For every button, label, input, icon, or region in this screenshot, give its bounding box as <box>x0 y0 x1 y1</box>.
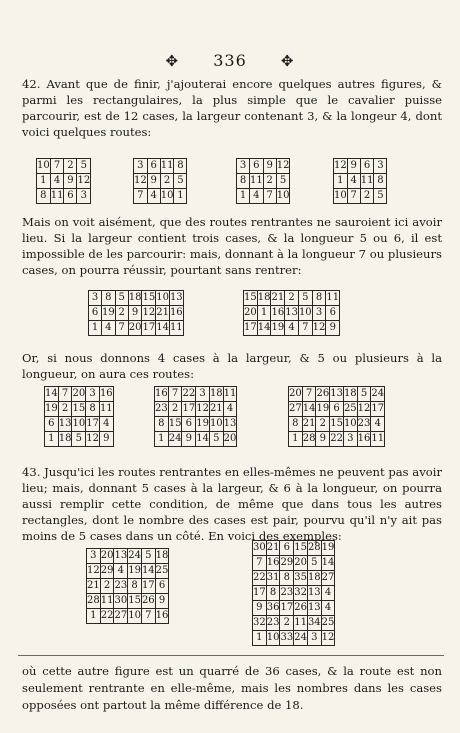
grid-cell: 6 <box>326 306 340 321</box>
grid-row <box>155 432 237 447</box>
grid-cell: 11 <box>160 159 174 174</box>
grid-cell: 11 <box>326 291 340 306</box>
grid-cell: 12 <box>142 306 156 321</box>
grid-cell: 16 <box>357 432 371 447</box>
grid-cell: 18 <box>307 571 321 586</box>
grid-cell: 6 <box>330 402 344 417</box>
grid-cell: 27 <box>114 609 128 624</box>
grid-cell: 14 <box>196 432 210 447</box>
grid-cell: 8 <box>102 291 116 306</box>
grid-cell: 2 <box>280 616 294 631</box>
grid-cell: 27 <box>321 571 335 586</box>
grid-cell: 10 <box>334 189 348 204</box>
grid-cell: 9 <box>316 432 330 447</box>
grid-cell: 7 <box>302 387 316 402</box>
grid-cell: 13 <box>58 417 72 432</box>
grid-cell: 3 <box>86 387 100 402</box>
grid-cell: 17 <box>182 402 196 417</box>
grid-cell: 9 <box>347 159 360 174</box>
grid-cell: 6 <box>280 541 294 556</box>
grid-cell: 30 <box>114 594 128 609</box>
grid-row <box>87 579 169 594</box>
grid-cell: 25 <box>155 564 169 579</box>
grid-cell: 5 <box>174 174 187 189</box>
grid-cell: 20 <box>128 321 142 336</box>
grid-row <box>244 291 340 306</box>
grid-row <box>87 594 169 609</box>
grid-cell: 12 <box>321 631 335 646</box>
grid-cell: 19 <box>128 564 142 579</box>
grid-cell: 4 <box>99 417 113 432</box>
grid-cell: 19 <box>321 541 335 556</box>
grid-cell: 10 <box>156 291 170 306</box>
grid-cell: 13 <box>169 291 183 306</box>
grid-3x7-1 <box>88 290 184 336</box>
grid-4x6 <box>154 386 237 447</box>
grid-cell: 6 <box>182 417 196 432</box>
grid-cell: 20 <box>244 306 258 321</box>
grid-cell: 24 <box>128 549 142 564</box>
grid-cell: 11 <box>250 174 264 189</box>
grid-cell: 10 <box>72 417 86 432</box>
grid-cell: 16 <box>99 387 113 402</box>
grid-cell: 6 <box>64 189 77 204</box>
grid-cell: 23 <box>114 579 128 594</box>
grid-cell: 1 <box>155 432 169 447</box>
grid-row <box>45 387 114 402</box>
grid-4x7 <box>288 386 385 447</box>
grid-cell: 11 <box>371 432 385 447</box>
grid-cell: 7 <box>263 189 276 204</box>
grid-cell: 20 <box>100 549 114 564</box>
grid-cell: 9 <box>155 594 169 609</box>
grid-cell: 17 <box>280 601 294 616</box>
grid-cell: 12 <box>276 159 290 174</box>
grid-row <box>87 564 169 579</box>
grid-cell: 25 <box>343 402 357 417</box>
grid-cell: 30 <box>253 541 267 556</box>
grid-cell: 18 <box>343 387 357 402</box>
grid-cell: 34 <box>307 616 321 631</box>
grid-cell: 1 <box>257 306 271 321</box>
grid-cell: 1 <box>174 189 187 204</box>
grid-cell: 25 <box>321 616 335 631</box>
grid-cell: 5 <box>276 174 290 189</box>
grid-row <box>45 402 114 417</box>
grid-cell: 13 <box>307 586 321 601</box>
grid-cell: 26 <box>316 387 330 402</box>
grid-cell: 3 <box>134 159 148 174</box>
grid-cell: 12 <box>334 159 348 174</box>
grid-cell: 9 <box>326 321 340 336</box>
grid-row <box>134 174 187 189</box>
grid-cell: 4 <box>114 564 128 579</box>
grid-cell: 7 <box>134 189 148 204</box>
grid-cell: 18 <box>257 291 271 306</box>
grid-cell: 4 <box>371 417 385 432</box>
grid-cell: 21 <box>271 291 285 306</box>
grid-6x6 <box>252 540 335 646</box>
grid-cell: 1 <box>89 321 102 336</box>
grid-cell: 10 <box>276 189 290 204</box>
grid-cell: 5 <box>115 291 128 306</box>
grid-cell: 28 <box>302 432 316 447</box>
grid-cell: 1 <box>289 432 303 447</box>
grid-cell: 18 <box>209 387 223 402</box>
grid-cell: 10 <box>209 417 223 432</box>
grid-cell: 3 <box>312 306 326 321</box>
grid-cell: 6 <box>250 159 264 174</box>
grid-row <box>253 601 335 616</box>
grid-row <box>334 159 387 174</box>
paragraph-42: 42. Avant que de finir, j'ajouterai encore quelques autres figures, & parmi les rectangulaires, la plus simple que le cavalier puisse parcourir, est de 12 cases, la largeur contenant 3, & la longeur 4, dont voici quelques routes: <box>22 77 442 139</box>
grid-cell: 11 <box>169 321 183 336</box>
grid-cell: 24 <box>294 631 308 646</box>
grid-cell: 23 <box>155 402 169 417</box>
grid-cell: 8 <box>174 159 187 174</box>
grid-cell: 5 <box>141 549 155 564</box>
grid-row <box>87 549 169 564</box>
grid-cell: 6 <box>147 159 160 174</box>
grid-cell: 7 <box>50 159 64 174</box>
grid-cell: 7 <box>115 321 128 336</box>
grid-cell: 4 <box>50 174 64 189</box>
grid-cell: 23 <box>266 616 280 631</box>
grid-cell: 18 <box>128 291 142 306</box>
grid-cell: 14 <box>141 564 155 579</box>
grid-cell: 16 <box>169 306 183 321</box>
grid-cell: 6 <box>360 159 374 174</box>
grid-cell: 32 <box>253 616 267 631</box>
grid-cell: 2 <box>263 174 276 189</box>
grid-cell: 11 <box>223 387 237 402</box>
grid-cell: 18 <box>58 432 72 447</box>
grid-row <box>87 609 169 624</box>
page-header <box>0 50 460 70</box>
grid-cell: 33 <box>280 631 294 646</box>
grid-row <box>89 306 184 321</box>
grid-cell: 9 <box>253 601 267 616</box>
grid-cell: 21 <box>209 402 223 417</box>
grid-cell: 4 <box>147 189 160 204</box>
grid-cell: 15 <box>330 417 344 432</box>
grid-row <box>253 616 335 631</box>
grid-cell: 22 <box>182 387 196 402</box>
grid-cell: 19 <box>196 417 210 432</box>
grid-cell: 11 <box>360 174 374 189</box>
grid-cell: 23 <box>280 586 294 601</box>
grid-cell: 4 <box>347 174 360 189</box>
grid-cell: 14 <box>302 402 316 417</box>
grid-cell: 20 <box>294 556 308 571</box>
grid-row <box>253 586 335 601</box>
grid-cell: 3 <box>237 159 250 174</box>
grid-cell: 8 <box>86 402 100 417</box>
grid-cell: 32 <box>294 586 308 601</box>
grid-cell: 17 <box>86 417 100 432</box>
grid-cell: 9 <box>99 432 113 447</box>
grid-cell: 10 <box>266 631 280 646</box>
grid-cell: 24 <box>168 432 182 447</box>
grid-cell: 11 <box>294 616 308 631</box>
grid-cell: 2 <box>360 189 374 204</box>
grid-cell: 12 <box>87 564 101 579</box>
grid-3x4-4 <box>333 158 387 204</box>
grid-cell: 31 <box>266 571 280 586</box>
grid-3x7-2 <box>243 290 340 336</box>
grid-cell: 8 <box>280 571 294 586</box>
grid-cell: 5 <box>298 291 312 306</box>
grid-cell: 14 <box>156 321 170 336</box>
grid-cell: 12 <box>86 432 100 447</box>
grid-cell: 13 <box>223 417 237 432</box>
grid-row <box>289 432 385 447</box>
grid-cell: 1 <box>334 174 348 189</box>
grid-cell: 1 <box>45 432 59 447</box>
grid-cell: 18 <box>155 549 169 564</box>
grid-cell: 13 <box>330 387 344 402</box>
grid-cell: 7 <box>347 189 360 204</box>
grid-cell: 21 <box>266 541 280 556</box>
grid-cell: 17 <box>142 321 156 336</box>
grid-cell: 8 <box>37 189 51 204</box>
grid-row <box>253 571 335 586</box>
grid-cell: 12 <box>312 321 326 336</box>
grid-cell: 7 <box>168 387 182 402</box>
grid-row <box>45 432 114 447</box>
grid-row <box>253 556 335 571</box>
grid-cell: 3 <box>89 291 102 306</box>
grid-row <box>89 291 184 306</box>
grid-cell: 8 <box>289 417 303 432</box>
grid-cell: 8 <box>237 174 250 189</box>
grid-row <box>155 417 237 432</box>
grid-cell: 2 <box>168 402 182 417</box>
grid-cell: 7 <box>141 609 155 624</box>
grid-cell: 5 <box>374 189 387 204</box>
grid-cell: 21 <box>87 579 101 594</box>
grid-row <box>134 159 187 174</box>
ornament-left-icon: ✥ <box>165 51 180 70</box>
ornament-right-icon: ✥ <box>280 51 295 70</box>
grid-cell: 6 <box>155 579 169 594</box>
grid-row <box>237 159 290 174</box>
page-number: 336 <box>213 51 247 70</box>
paragraph-43: 43. Jusqu'ici les routes rentrantes en elles-mêmes ne peuvent pas avoir lieu; mais, donnant 5 cases à la largeur, & 6 à la longueur, on pourra aussi remplir cette condition, de même que dans tous les autres rectangles, dont le nombre des cases est pair, pourvu qu'il n'y ait pas moins de 5 cases dans un côté. En voici des exemples: <box>22 465 442 543</box>
grid-cell: 4 <box>321 586 335 601</box>
grid-row <box>289 417 385 432</box>
grid-cell: 19 <box>45 402 59 417</box>
grid-cell: 10 <box>160 189 174 204</box>
grid-cell: 17 <box>244 321 258 336</box>
grid-cell: 9 <box>64 174 77 189</box>
grid-cell: 4 <box>250 189 264 204</box>
grid-row <box>37 159 91 174</box>
grid-cell: 4 <box>223 402 237 417</box>
grid-cell: 13 <box>307 601 321 616</box>
grid-cell: 5 <box>72 432 86 447</box>
grid-cell: 10 <box>298 306 312 321</box>
grid-cell: 22 <box>100 609 114 624</box>
grid-row <box>244 321 340 336</box>
grid-cell: 11 <box>100 594 114 609</box>
grid-cell: 3 <box>196 387 210 402</box>
grid-cell: 29 <box>280 556 294 571</box>
grid-cell: 8 <box>374 174 387 189</box>
grid-cell: 29 <box>100 564 114 579</box>
grid-cell: 26 <box>141 594 155 609</box>
grid-5x6 <box>86 548 169 624</box>
grid-cell: 9 <box>147 174 160 189</box>
grid-row <box>289 387 385 402</box>
grid-cell: 8 <box>128 579 142 594</box>
grid-cell: 16 <box>155 609 169 624</box>
grid-cell: 15 <box>72 402 86 417</box>
grid-cell: 16 <box>155 387 169 402</box>
grid-cell: 4 <box>285 321 299 336</box>
grid-cell: 11 <box>99 402 113 417</box>
grid-cell: 19 <box>316 402 330 417</box>
grid-cell: 17 <box>141 579 155 594</box>
grid-3x4-1 <box>36 158 91 204</box>
grid-cell: 10 <box>343 417 357 432</box>
grid-cell: 14 <box>45 387 59 402</box>
grid-cell: 6 <box>89 306 102 321</box>
grid-cell: 1 <box>37 174 51 189</box>
grid-cell: 5 <box>357 387 371 402</box>
grid-row <box>155 387 237 402</box>
grid-cell: 2 <box>64 159 77 174</box>
grid-cell: 1 <box>237 189 250 204</box>
grid-cell: 15 <box>128 594 142 609</box>
grid-3x4-3 <box>236 158 290 204</box>
grid-cell: 6 <box>45 417 59 432</box>
grid-cell: 5 <box>307 556 321 571</box>
divider-rule <box>18 655 444 656</box>
grid-cell: 14 <box>321 556 335 571</box>
grid-cell: 22 <box>330 432 344 447</box>
grid-cell: 8 <box>266 586 280 601</box>
grid-cell: 2 <box>100 579 114 594</box>
grid-cell: 10 <box>128 609 142 624</box>
grid-cell: 36 <box>266 601 280 616</box>
grid-row <box>37 174 91 189</box>
grid-cell: 3 <box>77 189 91 204</box>
grid-4x5 <box>44 386 114 447</box>
grid-cell: 20 <box>223 432 237 447</box>
grid-cell: 20 <box>72 387 86 402</box>
grid-cell: 4 <box>321 601 335 616</box>
grid-cell: 17 <box>371 402 385 417</box>
grid-cell: 1 <box>87 609 101 624</box>
grid-cell: 16 <box>266 556 280 571</box>
grid-row <box>244 306 340 321</box>
grid-cell: 5 <box>209 432 223 447</box>
grid-cell: 12 <box>196 402 210 417</box>
grid-cell: 4 <box>102 321 116 336</box>
grid-cell: 8 <box>312 291 326 306</box>
paragraph-impossible: Mais on voit aisément, que des routes rentrantes ne sauroient ici avoir lieu. Si la largeur contient trois cases, & la longueur 5 ou 6, il est impossible de les parcourir: mais, donnant à la longueur 7 ou plusieurs cases, on pourra réussir, pourtant sans rentrer: <box>22 215 442 277</box>
grid-cell: 24 <box>371 387 385 402</box>
grid-cell: 5 <box>77 159 91 174</box>
grid-row <box>253 631 335 646</box>
grid-cell: 7 <box>298 321 312 336</box>
grid-cell: 2 <box>160 174 174 189</box>
grid-row <box>45 417 114 432</box>
grid-cell: 26 <box>294 601 308 616</box>
grid-cell: 3 <box>343 432 357 447</box>
grid-3x4-2 <box>133 158 187 204</box>
grid-cell: 2 <box>316 417 330 432</box>
grid-row <box>237 189 290 204</box>
grid-cell: 3 <box>87 549 101 564</box>
grid-cell: 15 <box>168 417 182 432</box>
grid-cell: 15 <box>244 291 258 306</box>
grid-cell: 2 <box>285 291 299 306</box>
grid-cell: 13 <box>285 306 299 321</box>
grid-cell: 19 <box>102 306 116 321</box>
grid-cell: 28 <box>307 541 321 556</box>
grid-cell: 15 <box>142 291 156 306</box>
grid-cell: 27 <box>289 402 303 417</box>
grid-cell: 7 <box>253 556 267 571</box>
grid-cell: 20 <box>289 387 303 402</box>
grid-cell: 23 <box>357 417 371 432</box>
grid-cell: 19 <box>271 321 285 336</box>
grid-row <box>37 189 91 204</box>
grid-cell: 16 <box>271 306 285 321</box>
grid-row <box>253 541 335 556</box>
grid-cell: 28 <box>87 594 101 609</box>
grid-row <box>289 402 385 417</box>
grid-cell: 21 <box>156 306 170 321</box>
grid-cell: 1 <box>253 631 267 646</box>
grid-cell: 15 <box>294 541 308 556</box>
grid-cell: 8 <box>155 417 169 432</box>
grid-cell: 2 <box>115 306 128 321</box>
footer-paragraph: où cette autre figure est un quarré de 36 cases, & la route est non seulement rentrante en elle-même, mais les nombres dans les cases opposées ont partout la même différence de 18. <box>22 664 442 712</box>
grid-row <box>155 402 237 417</box>
grid-row <box>237 174 290 189</box>
grid-cell: 14 <box>257 321 271 336</box>
grid-cell: 2 <box>58 402 72 417</box>
grid-cell: 9 <box>182 432 196 447</box>
grid-cell: 3 <box>307 631 321 646</box>
grid-cell: 7 <box>58 387 72 402</box>
grid-cell: 13 <box>114 549 128 564</box>
grid-cell: 17 <box>253 586 267 601</box>
grid-row <box>334 189 387 204</box>
grid-cell: 12 <box>134 174 148 189</box>
grid-cell: 3 <box>374 159 387 174</box>
grid-cell: 22 <box>253 571 267 586</box>
grid-cell: 10 <box>37 159 51 174</box>
grid-cell: 12 <box>77 174 91 189</box>
paragraph-four-cases: Or, si nous donnons 4 cases à la largeur, & 5 ou plusieurs à la longueur, on aura ces routes: <box>22 351 442 381</box>
grid-cell: 21 <box>302 417 316 432</box>
grid-cell: 9 <box>128 306 142 321</box>
grid-row <box>134 189 187 204</box>
grid-cell: 12 <box>357 402 371 417</box>
grid-row <box>89 321 184 336</box>
grid-row <box>334 174 387 189</box>
grid-cell: 11 <box>50 189 64 204</box>
grid-cell: 35 <box>294 571 308 586</box>
grid-cell: 9 <box>263 159 276 174</box>
